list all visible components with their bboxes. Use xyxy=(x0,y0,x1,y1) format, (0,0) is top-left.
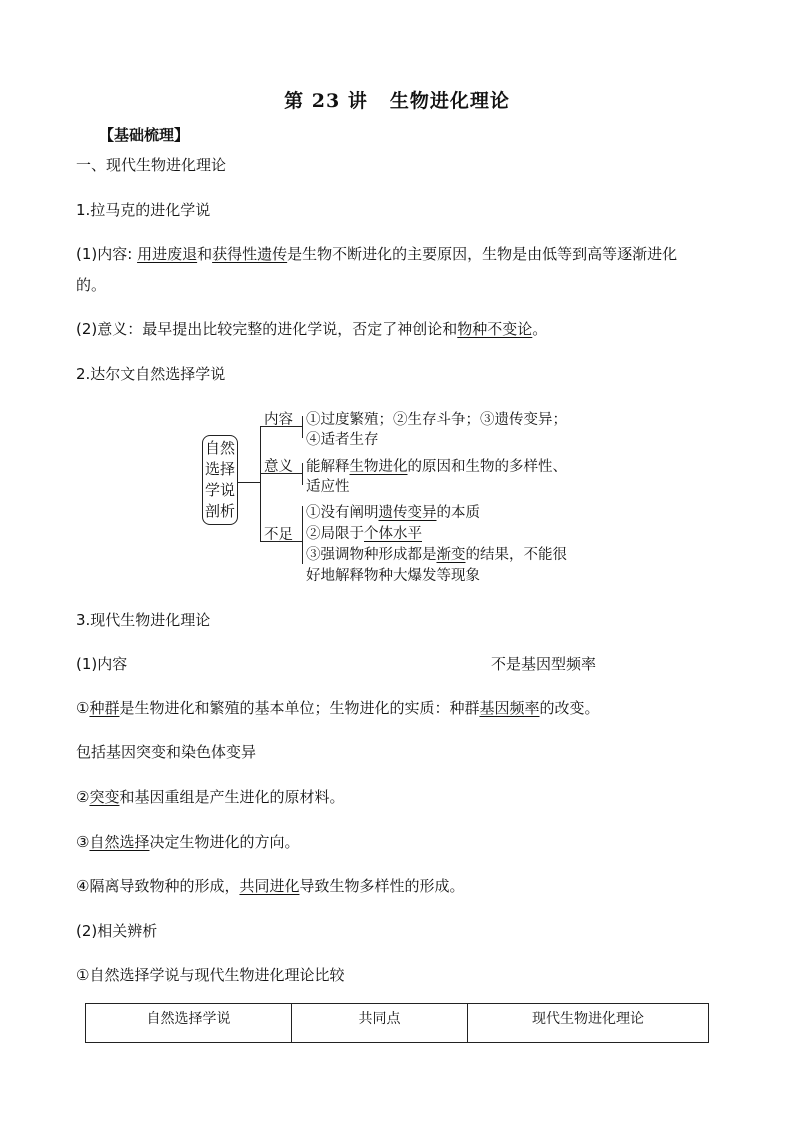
darwin-lack-2: ②局限于个体水平 xyxy=(306,526,422,542)
blank-gradual-change: 渐变 xyxy=(436,547,466,563)
darwin-diagram xyxy=(200,402,620,587)
darwin-content-line2: ④适者生存 xyxy=(306,432,379,448)
blank-mutation: 突变 xyxy=(89,788,120,806)
darwin-lack-3: ③强调物种形成都是渐变的结果，不能很 xyxy=(306,547,567,563)
table-row xyxy=(86,1004,709,1043)
blank-individual-level: 个体水平 xyxy=(364,526,422,542)
label-meaning: 意义 xyxy=(264,459,293,475)
darwin-diagram-box: 自然 选择 学说 剖析 xyxy=(202,435,238,525)
table-header-modern: 现代生物进化理论 xyxy=(468,1004,709,1043)
blank-natural-selection: 自然选择 xyxy=(89,833,150,851)
modern-point1: ①种群是生物进化和繁殖的基本单位；生物进化的实质：种群基因频率的改变。 xyxy=(76,699,600,717)
blank-use-disuse: 用进废退 xyxy=(137,245,198,263)
darwin-meaning-line1: 能解释生物进化的原因和生物的多样性、 xyxy=(306,459,567,475)
label-content: 内容 xyxy=(264,412,293,428)
heading-lamarck: 1.拉马克的进化学说 xyxy=(76,201,211,219)
modern-point2: ②突变和基因重组是产生进化的原材料。 xyxy=(76,788,345,806)
lamarck-meaning: (2)意义：最早提出比较完整的进化学说，否定了神创论和物种不变论。 xyxy=(76,320,548,338)
blank-evolution: 生物进化 xyxy=(349,459,408,475)
table-header-natural-selection: 自然选择学说 xyxy=(86,1004,292,1043)
blank-gene-frequency: 基因频率 xyxy=(479,699,540,717)
blank-population: 种群 xyxy=(89,699,120,717)
section-label: 【基础梳理】 xyxy=(99,126,190,144)
bracket-content xyxy=(302,416,303,438)
darwin-lack-3-line2: 好地解释物种大爆发等现象 xyxy=(306,568,480,584)
blank-acquired-inheritance: 获得性遗传 xyxy=(212,245,288,263)
blank-heredity-variation: 遗传变异 xyxy=(378,505,437,521)
label-lack: 不足 xyxy=(264,527,293,543)
note-not-genotype: 不是基因型频率 xyxy=(491,655,597,673)
note-mutation: 包括基因突变和染色体变异 xyxy=(76,743,257,761)
lecture-topic: 生物进化理论 xyxy=(389,90,510,112)
modern-point4: ④隔离导致物种的形成，共同进化导致生物多样性的形成。 xyxy=(76,877,465,895)
bracket-lack xyxy=(302,506,303,564)
analysis-label: (2)相关辨析 xyxy=(76,922,158,940)
lamarck-content: (1)内容: 用进废退和获得性遗传是生物不断进化的主要原因，生物是由低等到高等逐渐进化 xyxy=(76,245,678,263)
table-header-common: 共同点 xyxy=(292,1004,468,1043)
darwin-meaning-line2: 适应性 xyxy=(306,479,350,495)
heading-modern: 3.现代生物进化理论 xyxy=(76,611,211,629)
connector-stem xyxy=(238,482,260,483)
compare-heading: ①自然选择学说与现代生物进化理论比较 xyxy=(76,966,345,984)
page-title xyxy=(0,86,794,113)
heading-darwin: 2.达尔文自然选择学说 xyxy=(76,365,226,383)
bracket-meaning xyxy=(302,463,303,485)
darwin-content-line1: ①过度繁殖；②生存斗争；③遗传变异； xyxy=(306,412,567,428)
heading-modern-theory: 一、现代生物进化理论 xyxy=(76,156,227,174)
blank-species-invariance: 物种不变论 xyxy=(457,320,533,338)
darwin-lack-1: ①没有阐明遗传变异的本质 xyxy=(306,505,480,521)
lamarck-content-line2: 的。 xyxy=(76,276,107,294)
comparison-table xyxy=(85,1003,709,1043)
connector-trunk xyxy=(260,426,261,541)
lecture-number: 第 23 讲 xyxy=(284,90,368,112)
blank-coevolution: 共同进化 xyxy=(239,877,300,895)
modern-content-label: (1)内容 xyxy=(76,655,128,673)
modern-point3: ③自然选择决定生物进化的方向。 xyxy=(76,833,300,851)
